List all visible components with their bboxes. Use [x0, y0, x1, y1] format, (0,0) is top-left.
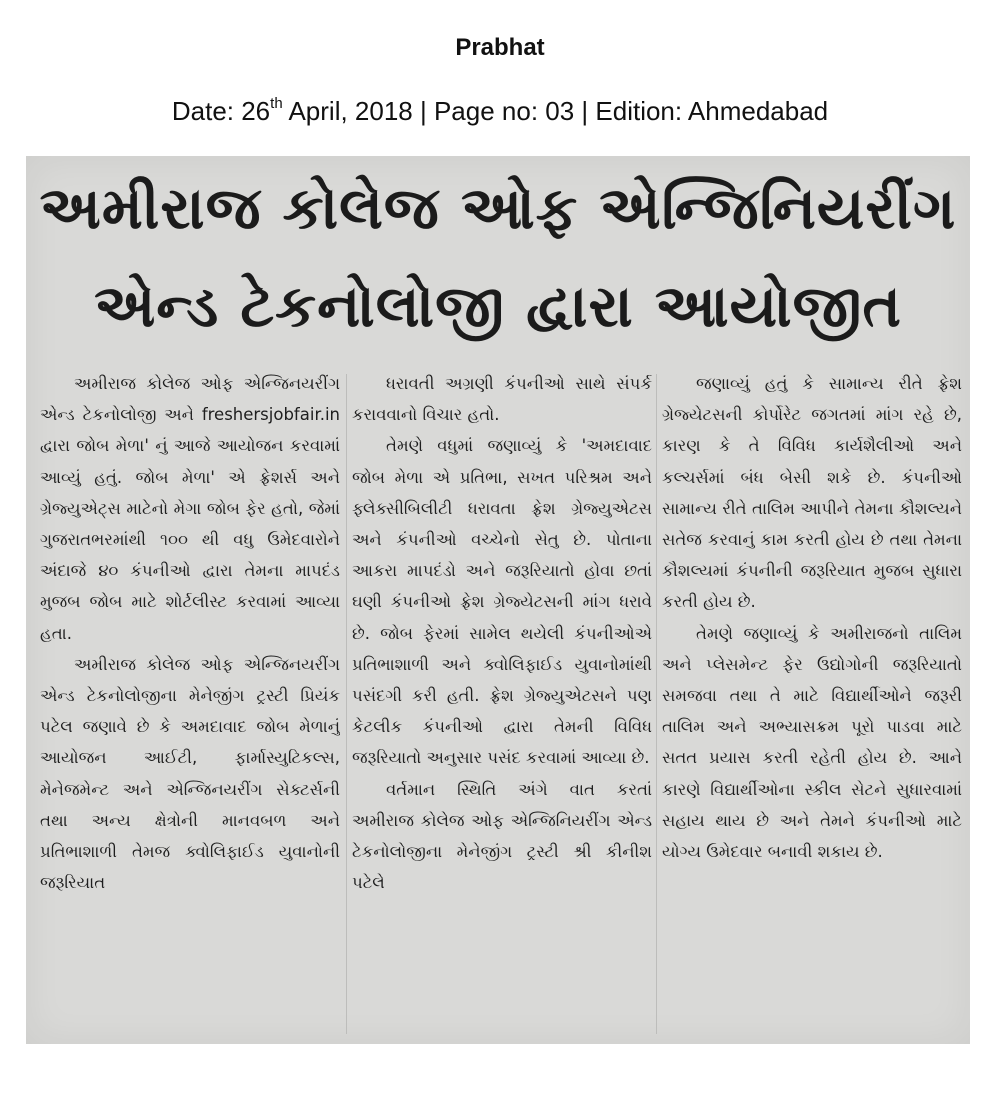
article-paragraph: ધરાવતી અગ્રણી કંપનીઓ સાથે સંપર્ક કરાવવાનો વિચાર હતો. — [352, 374, 652, 425]
publication-date-prefix: Date: 26 — [171, 96, 271, 126]
article-paragraph: તેમણે જણાવ્યું કે અમીરાજનો તાલિમ અને પ્લેસમેન્ટ ફેર ઉદ્યોગોની જરૂરિયાતો સમજવા તથા તે માટે વિદ્યાર્થીઓને જરૂરી તાલિમ અને અભ્યાસક્રમ પૂરો પાડવા માટે સતત પ્રયાસ કરતી રહેતી હોય છે. આને કારણે વિદ્યાર્થીઓના સ્કીલ સેટને સુધારવામાં સહાય થાય છે અને તેમને કંપનીઓ માટે યોગ્ય ઉમેદવાર બનાવી શકાય છે. — [662, 623, 962, 862]
article-paragraph: અમીરાજ કોલેજ ઓફ એન્જિનયરીંગ એન્ડ ટેકનોલોજી અને freshersjobfair.in દ્વારા જોબ મેળા' નું આજે આયોજન કરવામાં આવ્યું હતું. જોબ મેળા' એ ફ્રેશર્સ અને ગ્રેજ્યુએટ્સ માટેનો મેગા જોબ ફેર હતો, જેમાં ગુજરાતભરમાંથી ૧૦૦ થી વધુ ઉમેદવારોને અંદાજે ૪૦ કંપનીઓ દ્વારા તેમના માપદંડ મુજબ જોબ માટે શોર્ટલીસ્ટ કરવામાં આવ્યા હતા. — [40, 374, 340, 643]
newspaper-clipping — [26, 156, 970, 1044]
article-column-1 — [40, 368, 340, 1038]
date-ordinal-suffix: th — [270, 95, 283, 112]
article-column-3 — [662, 368, 962, 1038]
article-paragraph: વર્તમાન સ્થિતિ અંગે વાત કરતાં અમીરાજ કોલેજ ઓફ એન્જિનિયરીંગ એન્ડ ટેકનોલોજીના મેનેજીંગ ટ્રસ્ટી શ્રી કીનીશ પટેલે — [352, 779, 652, 893]
publication-meta — [0, 96, 1000, 127]
column-divider — [346, 374, 347, 1034]
publication-date-rest: April, 2018 | Page no: 03 | Edition: Ahmedabad — [282, 96, 829, 126]
article-paragraph: જણાવ્યું હતું કે સામાન્ય રીતે ફ્રેશ ગ્રેજ્યેટસની કોર્પોરેટ જગતમાં માંગ રહે છે, કારણ કે તે વિવિધ કાર્યશૈલીઓ અને કલ્ચર્સમાં બંધ બેસી શકે છે. કંપનીઓ સામાન્ય રીતે તાલિમ આપીને તેમના કૌશલ્યને સતેજ કરવાનું કામ કરતી હોય છે તથા તેમના કૌશલ્યમાં કંપનીની જરૂરિયાત મુજબ સુધારા કરતી હોય છે. — [662, 374, 962, 612]
article-body — [40, 368, 960, 1038]
column-divider — [656, 374, 657, 1034]
article-paragraph: અમીરાજ કોલેજ ઓફ એન્જિનયરીંગ એન્ડ ટેકનોલોજીના મેનેજીંગ ટ્રસ્ટી પ્રિયંક પટેલ જણાવે છે કે અમદાવાદ જોબ મેળાનું આયોજન આઈટી, ફાર્માસ્યુટિકલ્સ, મેનેજમેન્ટ અને એન્જિનયરીંગ સેક્ટર્સની તથા અન્ય ક્ષેત્રોની માનવબળ અને પ્રતિભાશાળી તેમજ ક્વોલિફાઈડ યુવાનોની જરૂરિયાત — [40, 654, 340, 893]
headline-line-2: એન્ડ ટેકનોલોજી દ્વારા આયોજીત — [94, 272, 902, 340]
publication-name: Prabhat — [455, 34, 545, 61]
headline-line-1: અમીરાજ કોલેજ ઓફ એન્જિનિયરીંગ — [39, 174, 957, 242]
article-paragraph: તેમણે વધુમાં જણાવ્યું કે 'અમદાવાદ જોબ મેળા એ પ્રતિભા, સખત પરિશ્રમ અને ફ્લેક્સીબિલીટી ધરાવતા ફ્રેશ ગ્રેજ્યુએટસ અને કંપનીઓ વચ્ચેનો સેતુ છે. પોતાના આકરા માપદંડો અને જરૂરિયાતો હોવા છતાં ઘણી કંપનીઓ ફ્રેશ ગ્રેજ્યેટસની માંગ ધરાવે છે. જોબ ફેરમાં સામેલ થયેલી કંપનીઓએ પ્રતિભાશાળી અને ક્વોલિફાઈડ યુવાનોમાંથી પસંદગી કરી હતી. ફ્રેશ ગ્રેજ્યુએટસને પણ કેટલીક કંપનીઓ દ્વારા તેમની વિવિધ જરૂરિયાતો અનુસાર પસંદ કરવામાં આવ્યા છે. — [352, 436, 652, 768]
article-column-2 — [352, 368, 652, 1038]
